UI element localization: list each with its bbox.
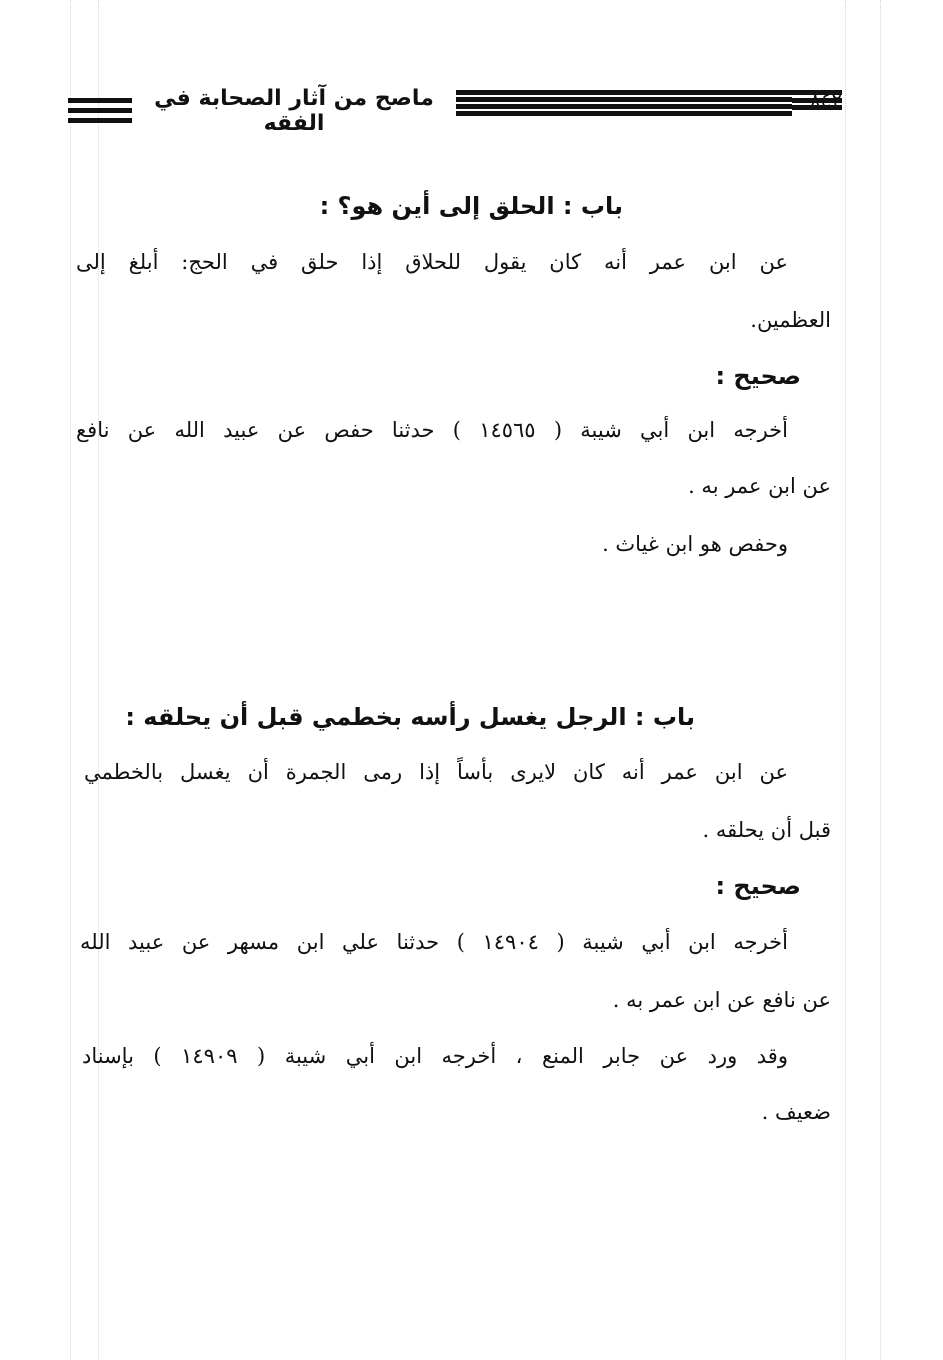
- scan-artifact: [845, 0, 846, 1360]
- source-line: عن ابن عمر به .: [688, 474, 831, 498]
- source-line: عن نافع عن ابن عمر به .: [612, 988, 831, 1012]
- text-line: العظمين.: [750, 308, 831, 332]
- source-line: أخرجه ابن أبي شيبة ( ١٤٩٠٤ ) حدثنا علي ابن مسهر عن عبيد الله: [80, 930, 788, 954]
- header-rule-middle: [456, 90, 792, 116]
- source-line: وحفص هو ابن غياث .: [602, 532, 788, 556]
- grade-label: صحيح :: [715, 362, 801, 390]
- scan-artifact: [880, 0, 881, 1360]
- source-line: وقد ورد عن جابر المنع ، أخرجه ابن أبي شيبة ( ١٤٩٠٩ ) بإسناد: [82, 1044, 788, 1068]
- text-line: عن ابن عمر أنه كان لايرى بأساً إذا رمى الجمرة أن يغسل بالخطمي: [84, 760, 788, 784]
- scan-artifact: [70, 0, 71, 1360]
- section-heading: باب : الرجل يغسل رأسه بخطمي قبل أن يحلقه :: [125, 703, 695, 731]
- text-line: قبل أن يحلقه .: [702, 818, 831, 842]
- source-line: ضعيف .: [761, 1100, 831, 1124]
- header-rule-right: [792, 90, 842, 110]
- scan-artifact: [98, 0, 99, 1360]
- header-rule-left: [68, 98, 132, 123]
- header-title: ماصح من آثار الصحابة في الفقه: [154, 86, 434, 136]
- page-header: [68, 84, 842, 136]
- text-line: عن ابن عمر أنه كان يقول للحلاق إذا حلق في الحج: أبلغ إلى: [76, 250, 788, 274]
- source-line: أخرجه ابن أبي شيبة ( ١٤٥٦٥ ) حدثنا حفص عن عبيد الله عن نافع: [76, 418, 788, 442]
- grade-label: صحيح :: [715, 872, 801, 900]
- section-heading: باب : الحلق إلى أين هو؟ :: [319, 192, 623, 220]
